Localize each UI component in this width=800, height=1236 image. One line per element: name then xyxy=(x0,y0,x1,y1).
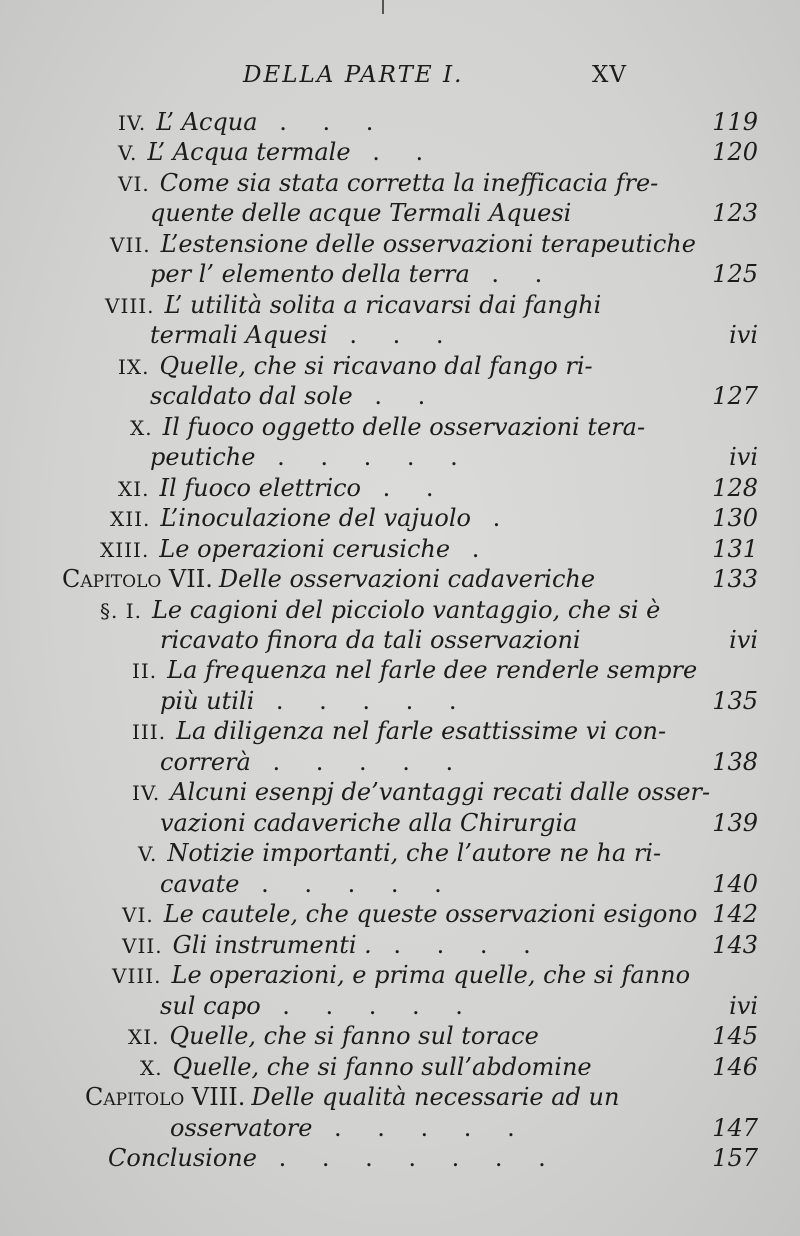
leader-dots: . . . . . xyxy=(312,1113,529,1142)
section-number: II. xyxy=(132,659,158,684)
leader-dots: . . . xyxy=(257,108,388,136)
leader-dots: . . . . . xyxy=(255,443,472,472)
leader-dots: . xyxy=(470,504,515,533)
header-title: DELLA PARTE I. xyxy=(243,62,464,88)
entry-text: Le operazioni cerusiche xyxy=(159,534,451,563)
entry-page-number: 128 xyxy=(712,473,758,502)
entry-text: L’inoculazione del vajuolo xyxy=(160,504,471,533)
leader-dots: . . xyxy=(352,382,440,411)
entry-page-number: 125 xyxy=(712,260,758,289)
section-number: §. I. xyxy=(100,598,142,623)
entry-text: Delle osservazioni cadaveriche xyxy=(218,565,596,594)
entry-text: osservatore xyxy=(170,1113,313,1142)
entry-text: correrà xyxy=(160,747,251,776)
entry-text: Conclusione xyxy=(108,1144,257,1172)
leader-dots: . . . xyxy=(327,321,458,350)
entry-page-number: ivi xyxy=(729,626,758,654)
entry-text: L’ Acqua termale xyxy=(147,138,351,167)
section-number: IX. xyxy=(118,354,150,379)
chapter-label: Capitolo VII. xyxy=(62,565,213,594)
entry-text: termali Aquesi xyxy=(150,321,328,350)
section-number: IV. xyxy=(118,111,147,135)
entry-text: sul capo xyxy=(160,991,261,1020)
section-number: III. xyxy=(132,720,167,745)
chapter-label: Capitolo VIII. xyxy=(85,1083,246,1112)
leader-dots: . . xyxy=(350,138,438,167)
section-number: VIII. xyxy=(112,964,162,989)
entry-text: più utili xyxy=(160,686,255,715)
leader-dots: . . xyxy=(361,473,448,502)
entry-text: vazioni cadaveriche alla Chirurgia xyxy=(160,808,578,837)
section-number: V. xyxy=(118,141,138,166)
entry-page-number: ivi xyxy=(729,443,758,472)
entry-page-number: 147 xyxy=(712,1113,758,1142)
entry-text: Le cagioni del picciolo vantaggio, che si è xyxy=(151,595,661,624)
entry-text: Quelle, che si fanno sul torace xyxy=(169,1022,539,1051)
header-page-number: XV xyxy=(592,62,627,88)
entry-text: L’ utilità solita a ricavarsi dai fanghi xyxy=(164,290,602,319)
section-number: X. xyxy=(140,1055,163,1080)
entry-page-number: 143 xyxy=(712,930,758,959)
entry-page-number: 123 xyxy=(712,199,758,228)
entry-text: Delle qualità necessarie ad un xyxy=(251,1083,620,1112)
entry-page-number: ivi xyxy=(729,991,758,1020)
entry-text: cavate xyxy=(160,869,240,898)
running-header xyxy=(0,62,800,92)
leader-dots: . . . . . xyxy=(254,686,471,715)
entry-text: La diligenza nel farle esattissime vi con- xyxy=(176,717,667,746)
entry-page-number: 142 xyxy=(712,900,758,929)
entry-text: quente delle acque Termali Aquesi xyxy=(150,199,572,228)
entry-text: Il fuoco elettrico xyxy=(159,473,362,502)
entry-page-number: 131 xyxy=(712,534,758,563)
entry-page-number: ivi xyxy=(729,321,758,350)
entry-page-number: 135 xyxy=(712,686,758,715)
entry-text: Come sia stata corretta la inefficacia fre- xyxy=(159,168,659,197)
leader-dots: . . . . . xyxy=(250,747,468,776)
fold-mark xyxy=(382,0,384,14)
entry-text: L’ Acqua xyxy=(156,108,258,136)
entry-text: L’estensione delle osservazioni terapeutiche xyxy=(160,229,696,258)
leader-dots: . . . . . xyxy=(260,991,477,1020)
entry-page-number: 119 xyxy=(712,108,758,136)
entry-text: scaldato dal sole xyxy=(150,382,353,411)
entry-text: La frequenza nel farle dee renderle sempre xyxy=(167,656,698,685)
entry-text: per l’ elemento della terra xyxy=(150,260,470,289)
entry-page-number: 130 xyxy=(712,504,758,533)
section-number: VII. xyxy=(122,933,163,958)
entry-page-number: 157 xyxy=(712,1144,758,1172)
entry-text: Quelle, che si fanno sull’abdomine xyxy=(172,1052,592,1081)
section-number: X. xyxy=(130,415,153,440)
leader-dots: . . xyxy=(469,260,557,289)
leader-dots: . . . . . . . xyxy=(256,1144,560,1172)
entry-text: Alcuni esenpj de’vantaggi recati dalle osser- xyxy=(170,778,711,807)
section-number: V. xyxy=(138,842,158,867)
section-number: VI. xyxy=(118,171,150,196)
entry-text: Gli instrumenti . xyxy=(172,930,372,959)
leader-dots: . xyxy=(450,534,494,563)
leader-dots: . . . . xyxy=(371,930,545,959)
entry-page-number: 138 xyxy=(712,747,758,776)
section-number: XII. xyxy=(110,507,151,532)
section-number: IV. xyxy=(132,781,161,806)
entry-text: peutiche xyxy=(150,443,256,472)
section-number: VIII. xyxy=(105,293,155,318)
entry-text: Notizie importanti, che l’autore ne ha ri- xyxy=(167,839,662,868)
entry-page-number: 140 xyxy=(712,869,758,898)
section-number: VII. xyxy=(110,232,151,257)
entry-page-number: 133 xyxy=(712,565,758,594)
entry-text: Quelle, che si ricavano dal fango ri- xyxy=(159,351,593,380)
entry-page-number: 145 xyxy=(712,1022,758,1051)
entry-text: Le cautele, che queste osservazioni esigono xyxy=(163,900,698,929)
entry-page-number: 127 xyxy=(712,382,758,411)
section-number: XI. xyxy=(128,1025,160,1050)
section-number: XI. xyxy=(118,476,150,501)
section-number: VI. xyxy=(122,903,154,928)
entry-page-number: 146 xyxy=(712,1052,758,1081)
entry-text: Le operazioni, e prima quelle, che si fanno xyxy=(171,961,691,990)
toc-line xyxy=(108,1140,758,1176)
entry-page-number: 120 xyxy=(712,138,758,167)
entry-text: Il fuoco oggetto delle osservazioni tera- xyxy=(162,412,646,441)
leader-dots: . . . . . xyxy=(239,869,456,898)
entry-text: ricavato finora da tali osservazioni xyxy=(160,626,581,654)
section-number: XIII. xyxy=(100,537,150,562)
entry-page-number: 139 xyxy=(712,808,758,837)
